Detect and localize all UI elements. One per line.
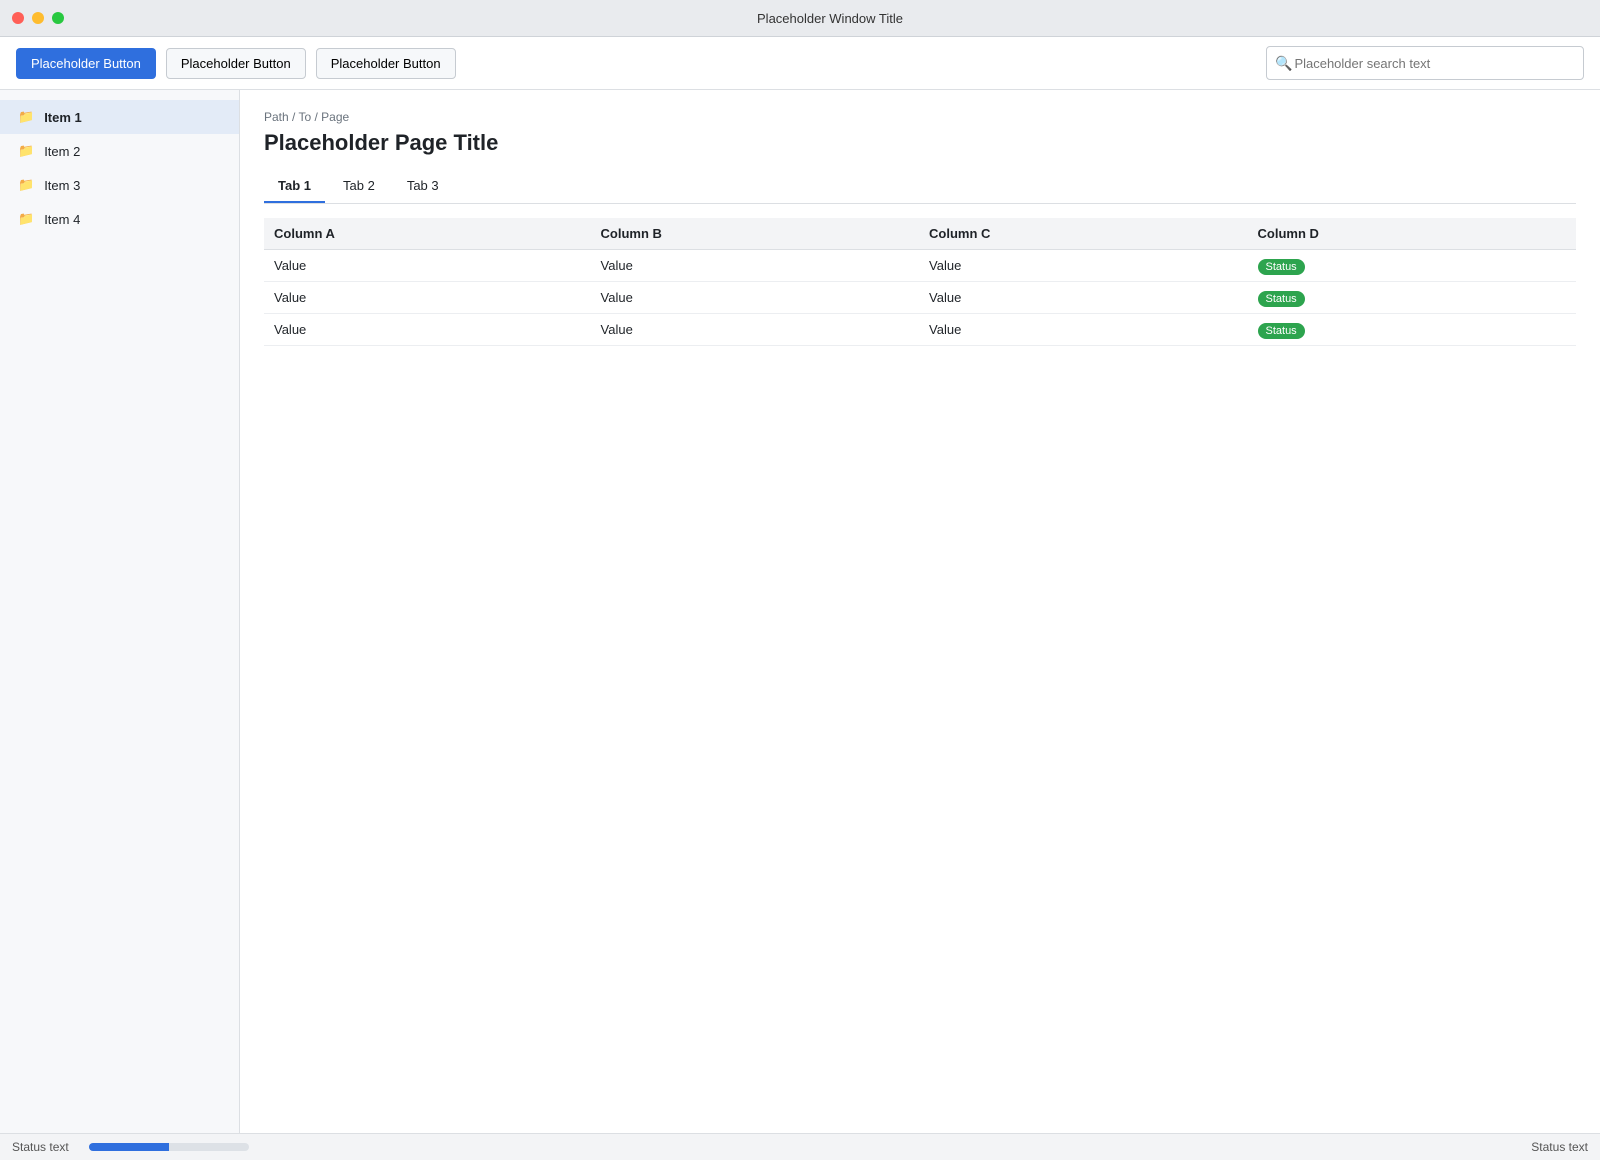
table-cell: Value	[591, 250, 919, 282]
tab[interactable]: Tab 1	[264, 170, 325, 203]
tab[interactable]: Tab 2	[343, 178, 375, 193]
status-badge: Status	[1258, 323, 1305, 339]
status-left-text: Status text	[12, 1140, 69, 1154]
sidebar-item[interactable]	[0, 100, 239, 134]
maximize-window-button[interactable]	[52, 12, 64, 24]
close-window-button[interactable]	[12, 12, 24, 24]
table-row[interactable]	[264, 282, 1576, 314]
sidebar-item[interactable]	[0, 202, 239, 236]
breadcrumb[interactable]: Path / To / Page	[264, 110, 350, 124]
sidebar-item-label: Item 4	[44, 211, 81, 227]
search-box	[1266, 46, 1584, 80]
save-button[interactable]: Placeholder Button	[316, 48, 456, 79]
main-panel	[240, 90, 1600, 1133]
column-header[interactable]: Column D	[1248, 218, 1577, 250]
table-cell: Value	[919, 250, 1247, 282]
folder-icon: 📁	[18, 177, 35, 192]
table-body	[264, 250, 1576, 346]
sidebar-item[interactable]	[0, 134, 239, 168]
column-header[interactable]: Column C	[919, 218, 1247, 250]
status-badge: Status	[1258, 291, 1305, 307]
folder-icon: 📁	[18, 109, 35, 124]
folder-icon: 📁	[18, 211, 35, 226]
table-cell: Value	[264, 250, 591, 282]
table-cell: Value	[264, 282, 591, 314]
table-cell	[1248, 314, 1577, 346]
status-badge: Status	[1258, 259, 1305, 275]
status-bar	[0, 1133, 1600, 1160]
tab-bar	[264, 170, 1576, 204]
table-cell: Value	[591, 282, 919, 314]
sidebar	[0, 90, 240, 1133]
sidebar-item[interactable]	[0, 168, 239, 202]
toolbar	[0, 37, 1600, 90]
sidebar-item-label: Item 2	[44, 143, 81, 159]
page-title: Placeholder Page Title	[264, 130, 499, 155]
table-row[interactable]	[264, 314, 1576, 346]
content-area	[0, 90, 1600, 1133]
table-cell: Value	[264, 314, 591, 346]
progress-fill	[89, 1143, 169, 1151]
column-header[interactable]: Column A	[264, 218, 591, 250]
sidebar-item-label: Item 1	[44, 109, 82, 125]
progress-bar	[89, 1143, 249, 1151]
search-input[interactable]	[1292, 55, 1575, 72]
sidebar-item-label: Item 3	[44, 177, 81, 193]
table-cell	[1248, 250, 1577, 282]
minimize-window-button[interactable]	[32, 12, 44, 24]
new-button[interactable]: Placeholder Button	[16, 48, 156, 79]
search-icon: 🔍	[1275, 54, 1293, 71]
table-cell: Value	[919, 282, 1247, 314]
title-bar	[0, 0, 1600, 37]
table-row[interactable]	[264, 250, 1576, 282]
tab[interactable]: Tab 3	[406, 178, 439, 193]
column-header[interactable]: Column B	[591, 218, 919, 250]
table-cell: Value	[919, 314, 1247, 346]
table-cell	[1248, 282, 1577, 314]
table-cell: Value	[591, 314, 919, 346]
data-table	[264, 218, 1576, 346]
status-right-text: Status text	[1531, 1140, 1588, 1154]
window-title: Placeholder Window Title	[757, 10, 903, 26]
folder-icon: 📁	[18, 143, 35, 158]
open-button[interactable]: Placeholder Button	[166, 48, 306, 79]
table-header-row	[264, 218, 1576, 250]
